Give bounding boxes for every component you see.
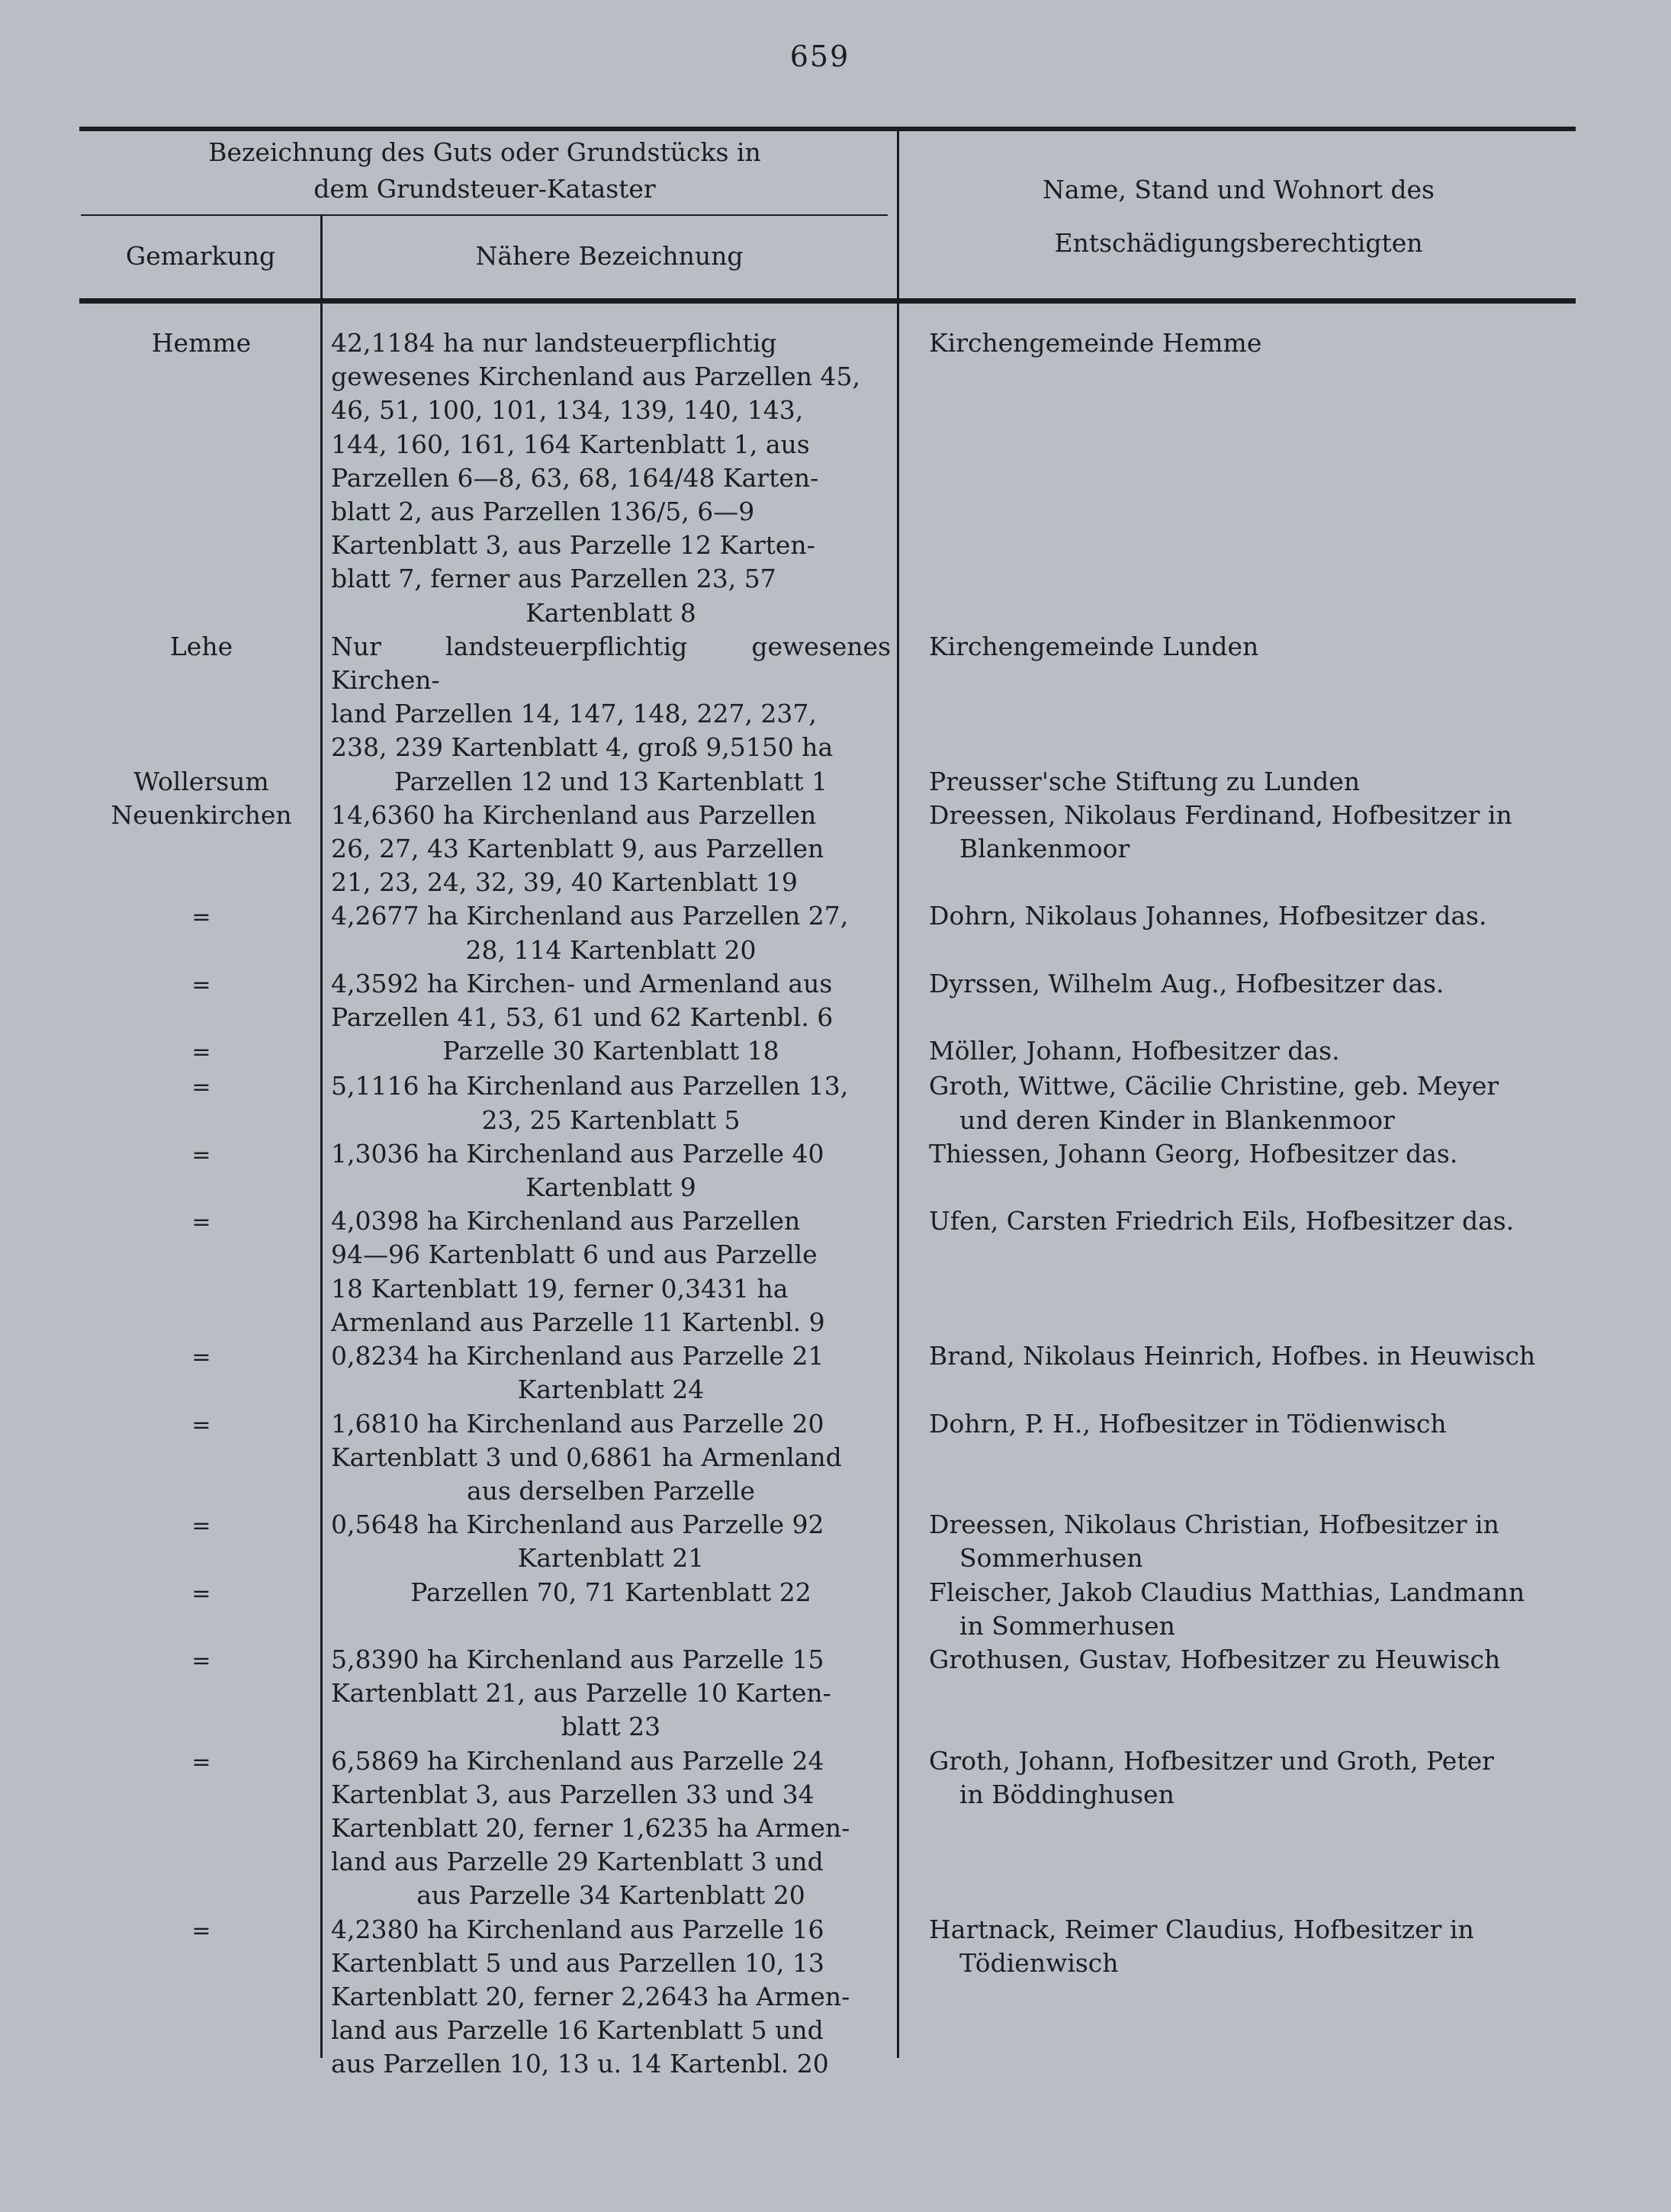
naehere-line: blatt 23 xyxy=(561,1712,661,1742)
naehere-line: Parzellen 70, 71 Kartenblatt 22 xyxy=(410,1577,811,1607)
naehere-bezeichnung-cell xyxy=(320,1339,897,1407)
naehere-line: land aus Parzelle 29 Kartenblatt 3 und xyxy=(331,1847,824,1877)
naehere-line: aus Parzellen 10, 13 u. 14 Kartenbl. 20 xyxy=(331,2049,829,2079)
gemarkung-cell xyxy=(82,765,320,799)
entschaedigungsberechtigter-cell xyxy=(897,1034,1576,1068)
page-number: 659 xyxy=(789,40,850,73)
naehere-line: 4,0398 ha Kirchenland aus Parzellen xyxy=(331,1206,801,1236)
gemarkung-text: Hemme xyxy=(151,328,252,358)
name-line: Dreessen, Nikolaus Christian, Hofbesitzer in xyxy=(929,1509,1499,1540)
naehere-line: Kartenblatt 3 und 0,6861 ha Armenland xyxy=(331,1442,842,1472)
table-row xyxy=(82,1034,1576,1069)
naehere-line: aus Parzelle 34 Kartenblatt 20 xyxy=(416,1880,805,1911)
gemarkung-text: = xyxy=(191,904,211,931)
naehere-line: Kartenblatt 24 xyxy=(517,1374,705,1405)
table-row xyxy=(82,1137,1576,1204)
name-line: Groth, Wittwe, Cäcilie Christine, geb. Meyer xyxy=(929,1071,1499,1101)
naehere-line: 5,8390 ha Kirchenland aus Parzelle 15 xyxy=(331,1644,824,1674)
naehere-bezeichnung-cell xyxy=(320,1069,897,1137)
naehere-line: 1,3036 ha Kirchenland aus Parzelle 40 xyxy=(331,1138,824,1169)
gemarkung-cell xyxy=(82,1576,320,1611)
naehere-bezeichnung-cell xyxy=(320,1744,897,1913)
naehere-bezeichnung-cell xyxy=(320,1204,897,1339)
gemarkung-text: = xyxy=(191,1580,211,1607)
name-line: Dohrn, Nikolaus Johannes, Hofbesitzer das. xyxy=(929,901,1487,931)
name-line: Kirchengemeinde Lunden xyxy=(929,631,1259,661)
name-line: Sommerhusen xyxy=(959,1543,1143,1574)
name-line: und deren Kinder in Blankenmoor xyxy=(959,1104,1395,1135)
naehere-line: Parzellen 12 und 13 Kartenblatt 1 xyxy=(394,766,828,796)
naehere-line: 94—96 Kartenblatt 6 und aus Parzelle xyxy=(331,1239,818,1270)
entschaedigungsberechtigter-cell xyxy=(897,326,1576,360)
naehere-line: 4,2380 ha Kirchenland aus Parzelle 16 xyxy=(331,1914,824,1944)
table-row xyxy=(82,799,1576,900)
gemarkung-cell xyxy=(82,1744,320,1780)
naehere-line: blatt 2, aus Parzellen 136/5, 6—9 xyxy=(331,497,755,527)
gemarkung-cell xyxy=(82,1069,320,1104)
naehere-line: Parzellen 6—8, 63, 68, 164/48 Karten- xyxy=(331,462,819,493)
gemarkung-cell xyxy=(82,1034,320,1069)
naehere-line: Kartenblatt 20, ferner 1,6235 ha Armen- xyxy=(331,1812,850,1843)
naehere-line: gewesenes Kirchenland aus Parzellen 45, xyxy=(331,362,860,392)
header-name-line1: Name, Stand und Wohnort des xyxy=(1043,175,1435,204)
naehere-line: Kartenblatt 20, ferner 2,2643 ha Armen- xyxy=(331,1981,850,2011)
header-sub-rule xyxy=(81,214,888,216)
naehere-line: 21, 23, 24, 32, 39, 40 Kartenblatt 19 xyxy=(331,867,798,898)
entschaedigungsberechtigter-cell xyxy=(897,1069,1576,1137)
gemarkung-text: = xyxy=(191,1917,211,1944)
entschaedigungsberechtigter-cell xyxy=(897,1643,1576,1677)
name-line: in Böddinghusen xyxy=(959,1779,1175,1809)
entschaedigungsberechtigter-cell xyxy=(897,899,1576,933)
naehere-bezeichnung-cell xyxy=(320,765,897,799)
table-row xyxy=(82,1508,1576,1575)
naehere-line: 6,5869 ha Kirchenland aus Parzelle 24 xyxy=(331,1745,824,1776)
gemarkung-cell xyxy=(82,1137,320,1172)
naehere-line: Parzelle 30 Kartenblatt 18 xyxy=(442,1036,779,1066)
entschaedigungsberechtigter-cell xyxy=(897,1508,1576,1575)
name-line: Kirchengemeinde Hemme xyxy=(929,328,1262,358)
table-row xyxy=(82,1744,1576,1913)
naehere-line: Parzellen 41, 53, 61 und 62 Kartenbl. 6 xyxy=(331,1002,834,1033)
name-line: Grothusen, Gustav, Hofbesitzer zu Heuwisch xyxy=(929,1644,1501,1674)
naehere-line: Kartenblatt 8 xyxy=(525,597,696,628)
entschaedigungsberechtigter-cell xyxy=(897,1204,1576,1238)
table-row xyxy=(82,967,1576,1034)
header-top-rule xyxy=(79,127,1576,131)
gemarkung-cell xyxy=(82,1339,320,1374)
entschaedigungsberechtigter-cell xyxy=(897,1339,1576,1373)
naehere-bezeichnung-cell xyxy=(320,630,897,765)
register-table-body xyxy=(82,326,1576,2082)
header-bottom-rule xyxy=(79,298,1576,304)
naehere-line: 18 Kartenblatt 19, ferner 0,3431 ha xyxy=(331,1273,789,1304)
naehere-line: land Parzellen 14, 147, 148, 227, 237, xyxy=(331,699,817,729)
name-line: Ufen, Carsten Friedrich Eils, Hofbesitzer das. xyxy=(929,1206,1515,1236)
gemarkung-text: = xyxy=(191,971,211,998)
name-line: Groth, Johann, Hofbesitzer und Groth, Peter xyxy=(929,1745,1494,1776)
name-line: Dreessen, Nikolaus Ferdinand, Hofbesitzer in xyxy=(929,799,1512,830)
gemarkung-cell xyxy=(82,1643,320,1678)
naehere-bezeichnung-cell xyxy=(320,326,897,630)
naehere-line: aus derselben Parzelle xyxy=(467,1475,755,1506)
table-row xyxy=(82,1339,1576,1407)
gemarkung-text: = xyxy=(191,1748,211,1776)
table-row xyxy=(82,1204,1576,1339)
naehere-bezeichnung-cell xyxy=(320,1913,897,2082)
header-name-stand-wohnort xyxy=(901,163,1576,270)
gemarkung-text: = xyxy=(191,1344,211,1371)
entschaedigungsberechtigter-cell xyxy=(897,1137,1576,1171)
naehere-bezeichnung-cell xyxy=(320,967,897,1034)
header-group-label xyxy=(82,134,887,207)
name-line: Preusser'sche Stiftung zu Lunden xyxy=(929,766,1361,796)
entschaedigungsberechtigter-cell xyxy=(897,765,1576,799)
gemarkung-cell xyxy=(82,799,320,832)
gemarkung-text: = xyxy=(191,1411,211,1439)
gemarkung-cell xyxy=(82,630,320,664)
naehere-bezeichnung-cell xyxy=(320,1034,897,1068)
naehere-line: Kartenblat 3, aus Parzellen 33 und 34 xyxy=(331,1779,815,1809)
entschaedigungsberechtigter-cell xyxy=(897,1913,1576,1980)
name-line: Möller, Johann, Hofbesitzer das. xyxy=(929,1036,1340,1066)
table-row xyxy=(82,1576,1576,1643)
naehere-bezeichnung-cell xyxy=(320,1407,897,1509)
header-group-label-line1: Bezeichnung des Guts oder Grundstücks in xyxy=(208,137,761,167)
naehere-line: Nur landsteuerpflichtig gewesenes Kirchen- xyxy=(331,631,891,696)
header-naehere-bezeichnung: Nähere Bezeichnung xyxy=(475,241,744,271)
gemarkung-text: = xyxy=(191,1513,211,1540)
gemarkung-text: = xyxy=(191,1647,211,1674)
gemarkung-cell xyxy=(82,899,320,934)
naehere-line: 23, 25 Kartenblatt 5 xyxy=(481,1104,741,1135)
entschaedigungsberechtigter-cell xyxy=(897,1576,1576,1643)
entschaedigungsberechtigter-cell xyxy=(897,967,1576,1001)
table-row xyxy=(82,630,1576,765)
naehere-line: Kartenblatt 21 xyxy=(517,1543,705,1574)
gemarkung-cell xyxy=(82,1407,320,1442)
naehere-bezeichnung-cell xyxy=(320,799,897,900)
header-gemarkung: Gemarkung xyxy=(125,241,276,271)
name-line: in Sommerhusen xyxy=(959,1610,1175,1641)
gemarkung-text: = xyxy=(191,1209,211,1236)
naehere-line: Kartenblatt 9 xyxy=(525,1172,696,1203)
naehere-line: 0,5648 ha Kirchenland aus Parzelle 92 xyxy=(331,1509,824,1540)
naehere-line: 26, 27, 43 Kartenblatt 9, aus Parzellen xyxy=(331,834,824,864)
naehere-bezeichnung-cell xyxy=(320,899,897,966)
naehere-line: Kartenblatt 5 und aus Parzellen 10, 13 xyxy=(331,1947,824,1978)
name-line: Brand, Nikolaus Heinrich, Hofbes. in Heuwisch xyxy=(929,1341,1536,1371)
naehere-line: 42,1184 ha nur landsteuerpflichtig xyxy=(331,328,777,358)
naehere-line: 238, 239 Kartenblatt 4, groß 9,5150 ha xyxy=(331,732,834,763)
naehere-line: 4,3592 ha Kirchen- und Armenland aus xyxy=(331,968,833,998)
naehere-bezeichnung-cell xyxy=(320,1643,897,1744)
header-divider-b xyxy=(897,131,899,298)
naehere-line: 46, 51, 100, 101, 134, 139, 140, 143, xyxy=(331,395,804,426)
naehere-line: Kartenblatt 3, aus Parzelle 12 Karten- xyxy=(331,530,815,561)
name-line: Blankenmoor xyxy=(959,834,1130,864)
gemarkung-cell xyxy=(82,326,320,360)
gemarkung-text: Lehe xyxy=(169,631,233,661)
entschaedigungsberechtigter-cell xyxy=(897,630,1576,664)
naehere-line: 0,8234 ha Kirchenland aus Parzelle 21 xyxy=(331,1341,824,1371)
naehere-line: Armenland aus Parzelle 11 Kartenbl. 9 xyxy=(331,1307,825,1337)
name-line: Fleischer, Jakob Claudius Matthias, Landmann xyxy=(929,1577,1525,1607)
naehere-line: blatt 7, ferner aus Parzellen 23, 57 xyxy=(331,564,776,594)
naehere-line: 28, 114 Kartenblatt 20 xyxy=(465,934,757,965)
gemarkung-cell xyxy=(82,967,320,1002)
gemarkung-cell xyxy=(82,1913,320,1948)
gemarkung-cell xyxy=(82,1508,320,1543)
table-row xyxy=(82,1069,1576,1137)
header-group-label-line2: dem Grundsteuer-Kataster xyxy=(313,174,656,204)
naehere-line: 14,6360 ha Kirchenland aus Parzellen xyxy=(331,799,817,830)
naehere-line: 144, 160, 161, 164 Kartenblatt 1, aus xyxy=(331,429,810,459)
table-row xyxy=(82,1643,1576,1744)
header-name-line2: Entschädigungsberechtigten xyxy=(1054,228,1423,258)
gemarkung-cell xyxy=(82,1204,320,1239)
naehere-line: 1,6810 ha Kirchenland aus Parzelle 20 xyxy=(331,1408,824,1439)
naehere-bezeichnung-cell xyxy=(320,1508,897,1575)
entschaedigungsberechtigter-cell xyxy=(897,799,1576,866)
naehere-line: land aus Parzelle 16 Kartenblatt 5 und xyxy=(331,2015,824,2046)
table-row xyxy=(82,1913,1576,2082)
entschaedigungsberechtigter-cell xyxy=(897,1407,1576,1441)
name-line: Hartnack, Reimer Claudius, Hofbesitzer in xyxy=(929,1914,1474,1944)
gemarkung-text: Wollersum xyxy=(133,766,269,796)
naehere-line: 4,2677 ha Kirchenland aus Parzellen 27, xyxy=(331,901,849,931)
name-line: Dyrssen, Wilhelm Aug., Hofbesitzer das. xyxy=(929,968,1444,998)
gemarkung-text: = xyxy=(191,1074,211,1101)
name-line: Tödienwisch xyxy=(959,1947,1119,1978)
name-line: Dohrn, P. H., Hofbesitzer in Tödienwisch xyxy=(929,1408,1447,1439)
naehere-line: 5,1116 ha Kirchenland aus Parzellen 13, xyxy=(331,1071,849,1101)
name-line: Thiessen, Johann Georg, Hofbesitzer das. xyxy=(929,1138,1458,1169)
header-divider-a xyxy=(320,216,323,298)
table-row xyxy=(82,765,1576,799)
table-row xyxy=(82,326,1576,630)
table-row xyxy=(82,1407,1576,1509)
gemarkung-text: = xyxy=(191,1039,211,1066)
naehere-bezeichnung-cell xyxy=(320,1137,897,1204)
gemarkung-text: = xyxy=(191,1141,211,1169)
gemarkung-text: Neuenkirchen xyxy=(111,799,292,830)
table-row xyxy=(82,899,1576,966)
naehere-line: Kartenblatt 21, aus Parzelle 10 Karten- xyxy=(331,1678,831,1709)
entschaedigungsberechtigter-cell xyxy=(897,1744,1576,1812)
naehere-bezeichnung-cell xyxy=(320,1576,897,1609)
